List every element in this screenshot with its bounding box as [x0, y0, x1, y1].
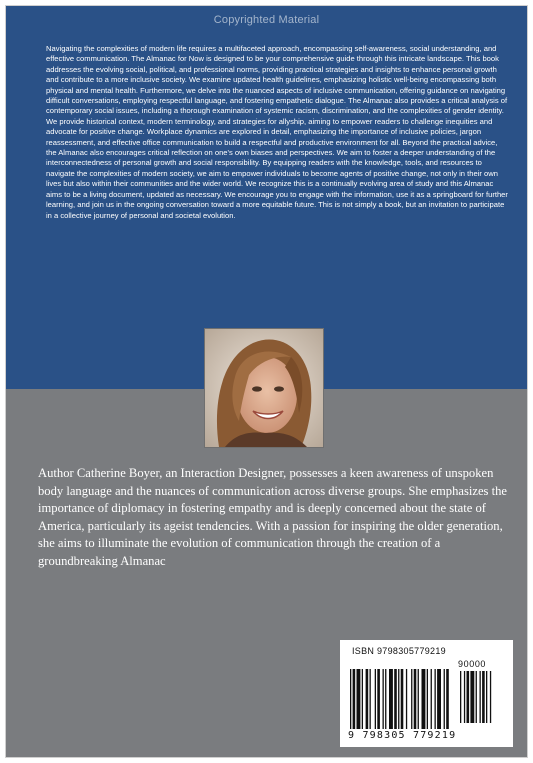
- price-addon-digits: 90000: [458, 659, 487, 669]
- ean-digits: 9 798305 779219: [348, 730, 457, 741]
- book-back-cover: [6, 6, 527, 757]
- copyright-watermark: Copyrighted Material: [213, 14, 320, 26]
- book-description: Navigating the complexities of modern life requires a multifaceted approach, encompassing self-awareness, social understanding, and effective communication. The Almanac for Now is designed to be your comprehensive guide through this intricate landscape. This book addresses the evolving social, political, and professional norms, providing practical strategies and insights to enhance personal growth and contribute to a more inclusive society. We examine updated health guidelines, emphasizing holistic well-being encompassing both physical and mental health. Furthermore, we delve into the nuanced aspects of inclusive communication, offering guidance on navigating difficult conversations, employing respectful language, and fostering empathetic dialogue. The Almanac also provides a critical analysis of contemporary social issues, including a thorough examination of systemic racism, discrimination, and the complexities of gender identity. We provide historical context, modern terminology, and strategies for allyship, aiming to empower readers to challenge inequities and advocate for positive change. Workplace dynamics are explored in detail, emphasizing the importance of inclusive policies, jargon reassessment, and effective office communication to build a respectful and productive environment for all. Beyond the practical advice, the Almanac also encourages critical reflection on one's own biases and perspectives. We aim to foster a deeper understanding of the interconnectedness of personal growth and social responsibility. By equipping readers with the knowledge, tools, and resources to navigate the complexities of modern society, we aim to empower individuals to become agents of positive change, not only in their own lives but also within their communities and the wider world. We recognize this is a continually evolving area of study and this Almanac aims to be a living document, updated as necessary. We encourage you to engage with the information, use it as a springboard for further learning, and join us in the ongoing conversation toward a more equitable future. This is not simply a book, but an invitation to participate in a collective journey of personal and societal evolution.: [46, 44, 508, 220]
- isbn-label: ISBN 9798305779219: [352, 646, 446, 656]
- barcode-bars: [348, 657, 506, 731]
- author-bio: Author Catherine Boyer, an Interaction Designer, possesses a keen awareness of unspoken body language and the nuances of communication across diverse groups. She emphasizes the importance of diplomacy in fostering empathy and is deeply concerned about the state of America, particularly its ageist tendencies. With a passion for inspiring the older generation, she aims to illuminate the evolution of communication through the creation of a groundbreaking Almanac: [38, 466, 507, 568]
- author-portrait-image: [205, 329, 323, 447]
- author-photo: [204, 328, 324, 448]
- isbn-barcode: [340, 640, 513, 747]
